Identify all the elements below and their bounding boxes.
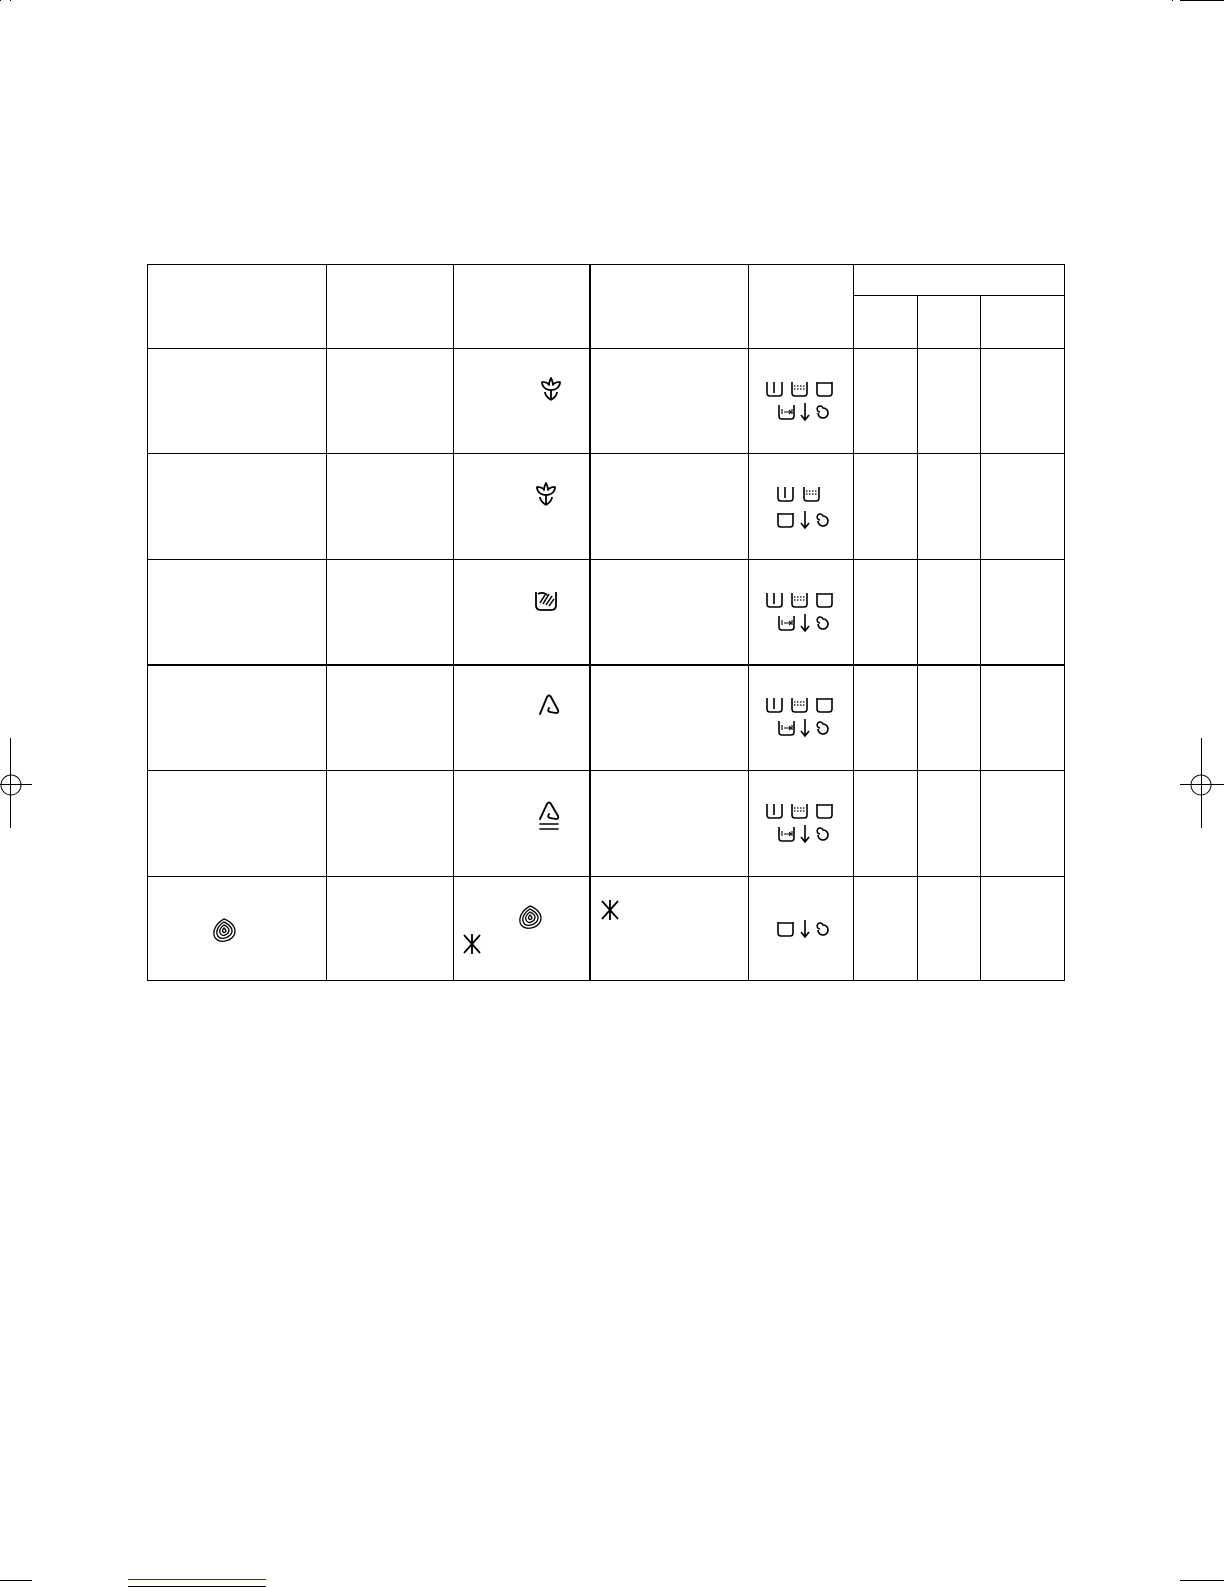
cycle-icons — [765, 695, 837, 739]
row-divider-5 — [147, 876, 1065, 877]
asterisk-icon — [461, 933, 483, 955]
header-group-divider — [853, 295, 1065, 296]
cycle-icons — [765, 379, 837, 423]
cycle-icons — [765, 801, 837, 845]
cotton-icon — [538, 376, 564, 402]
row-divider-3 — [147, 664, 1065, 666]
cycle-icons — [776, 484, 828, 530]
wool-icon — [211, 917, 237, 943]
hand-wash-icon — [533, 587, 559, 613]
col-divider-2 — [453, 264, 454, 981]
col-divider-4 — [748, 264, 749, 981]
synthetics-icon — [536, 693, 562, 719]
cycle-icons — [765, 590, 837, 634]
table-border-left — [147, 264, 148, 981]
col-divider-7 — [980, 296, 981, 981]
footer-link-rule — [128, 1579, 266, 1580]
col-divider-6 — [917, 296, 918, 981]
table-border-bottom — [147, 980, 1065, 981]
cotton-icon — [533, 481, 559, 507]
col-divider-3 — [589, 264, 591, 981]
row-divider-4 — [147, 770, 1065, 771]
table-border-top — [147, 264, 1065, 265]
col-divider-5 — [853, 264, 854, 981]
asterisk-icon — [599, 899, 621, 921]
delicates-icon — [536, 800, 562, 832]
row-divider-1 — [147, 453, 1065, 454]
row-divider-2 — [147, 559, 1065, 560]
table-border-right — [1064, 264, 1065, 981]
col-divider-1 — [326, 264, 327, 981]
row-divider-header — [147, 348, 1065, 349]
cycle-icons — [776, 918, 828, 940]
wool-icon — [517, 904, 543, 930]
